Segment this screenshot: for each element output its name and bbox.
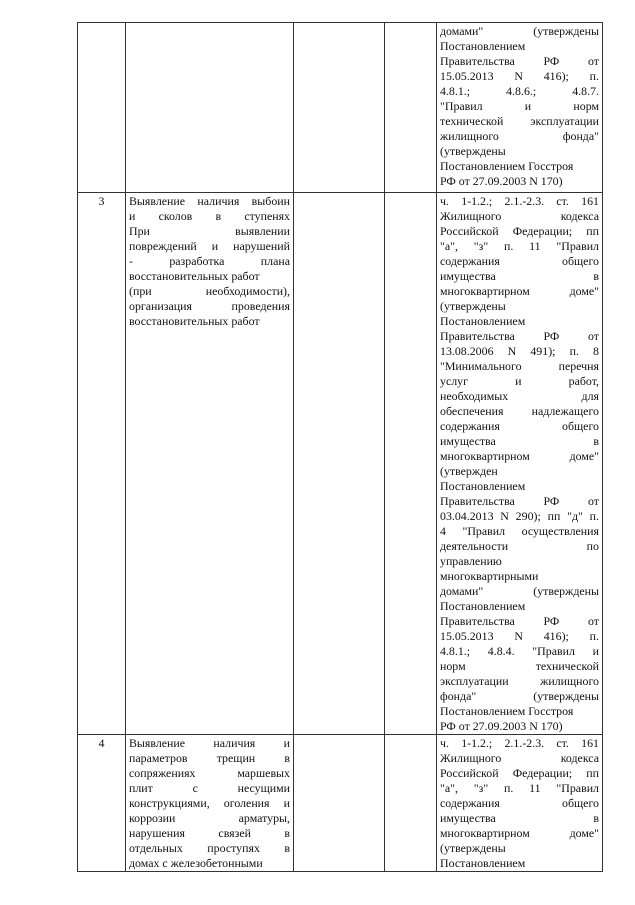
- legal-basis-line: (утверждены: [440, 299, 506, 313]
- legal-basis-line: 03.04.2013 N 290); пп "д" п.: [440, 509, 599, 523]
- legal-basis-line: Правительства РФ от: [440, 494, 599, 508]
- legal-basis-line: многоквартирном доме": [440, 826, 599, 840]
- legal-basis-line: норм технической: [440, 659, 599, 673]
- legal-basis-line: многоквартирном доме": [440, 284, 599, 298]
- legal-basis-line: Постановлением Госстроя: [440, 159, 574, 173]
- legal-basis-line: (утверждены: [440, 144, 506, 158]
- description-line: коррозии арматуры,: [129, 811, 290, 825]
- description-line: (при необходимости),: [129, 284, 290, 298]
- empty-cell: [385, 23, 437, 193]
- empty-cell: [385, 735, 437, 872]
- work-description: [126, 193, 294, 735]
- legal-basis-line: эксплуатации жилищного: [440, 674, 599, 688]
- legal-basis-line: имущества в: [440, 811, 599, 825]
- description-line: и сколов в ступенях: [129, 209, 290, 223]
- legal-basis-line: имущества в: [440, 269, 599, 283]
- row-number: 4: [78, 735, 126, 872]
- works-table: [77, 22, 603, 872]
- row-number: [78, 23, 126, 193]
- legal-basis: [437, 23, 603, 193]
- legal-basis-line: "а", "з" п. 11 "Правил: [440, 239, 599, 253]
- legal-basis-line: Постановлением: [440, 479, 526, 493]
- description-line: отдельных проступях в: [129, 841, 290, 855]
- legal-basis-line: Постановлением: [440, 314, 526, 328]
- legal-basis-line: Жилищного кодекса: [440, 209, 599, 223]
- legal-basis-line: содержания общего: [440, 419, 599, 433]
- description-line: конструкциями, оголения и: [129, 796, 290, 810]
- description-line: сопряжениях маршевых: [129, 766, 290, 780]
- description-line: нарушения связей в: [129, 826, 290, 840]
- legal-basis-line: необходимых для: [440, 389, 599, 403]
- legal-basis-line: технической эксплуатации: [440, 114, 599, 128]
- legal-basis-line: имущества в: [440, 434, 599, 448]
- legal-basis-line: РФ от 27.09.2003 N 170): [440, 174, 563, 188]
- works-table-body: [78, 23, 603, 872]
- description-line: восстановительных работ: [129, 269, 260, 283]
- legal-basis-line: (утвержден: [440, 464, 498, 478]
- legal-basis-line: ч. 1-1.2.; 2.1.-2.3. ст. 161: [440, 194, 599, 208]
- work-description: [126, 735, 294, 872]
- legal-basis: [437, 735, 603, 872]
- legal-basis-line: (утверждены: [440, 841, 506, 855]
- legal-basis-line: ч. 1-1.2.; 2.1.-2.3. ст. 161: [440, 736, 599, 750]
- table-row: [78, 23, 603, 193]
- legal-basis-line: домами" (утверждены: [440, 584, 599, 598]
- row-number: 3: [78, 193, 126, 735]
- description-line: Выявление наличия выбоин: [129, 194, 290, 208]
- work-description: [126, 23, 294, 193]
- description-line: организация проведения: [129, 299, 290, 313]
- description-line: - разработка плана: [129, 254, 290, 268]
- legal-basis-line: услуг и работ,: [440, 374, 599, 388]
- legal-basis-line: управлению: [440, 554, 502, 568]
- legal-basis-line: РФ от 27.09.2003 N 170): [440, 719, 563, 733]
- empty-cell: [294, 23, 385, 193]
- empty-cell: [294, 193, 385, 735]
- legal-basis-line: домами" (утверждены: [440, 24, 599, 38]
- description-line: параметров трещин в: [129, 751, 290, 765]
- legal-basis-line: Постановлением Госстроя: [440, 704, 574, 718]
- legal-basis-line: Постановлением: [440, 599, 526, 613]
- legal-basis-line: содержания общего: [440, 796, 599, 810]
- description-line: повреждений и нарушений: [129, 239, 290, 253]
- legal-basis-line: многоквартирными: [440, 569, 539, 583]
- legal-basis-line: 4.8.1.; 4.8.4. "Правил и: [440, 644, 599, 658]
- description-line: восстановительных работ: [129, 314, 260, 328]
- legal-basis-line: Постановлением: [440, 856, 526, 870]
- legal-basis-line: жилищного фонда": [440, 129, 599, 143]
- description-line: плит с несущими: [129, 781, 290, 795]
- legal-basis-line: деятельности по: [440, 539, 599, 553]
- legal-basis-line: 4 "Правил осуществления: [440, 524, 599, 538]
- legal-basis-line: "Минимального перечня: [440, 359, 599, 373]
- legal-basis-line: 4.8.1.; 4.8.6.; 4.8.7.: [440, 84, 599, 98]
- legal-basis-line: Постановлением: [440, 39, 526, 53]
- legal-basis: [437, 193, 603, 735]
- legal-basis-line: содержания общего: [440, 254, 599, 268]
- empty-cell: [385, 193, 437, 735]
- legal-basis-line: Правительства РФ от: [440, 54, 599, 68]
- legal-basis-line: Жилищного кодекса: [440, 751, 599, 765]
- table-row: [78, 735, 603, 872]
- legal-basis-line: 15.05.2013 N 416); п.: [440, 629, 599, 643]
- table-row: [78, 193, 603, 735]
- legal-basis-line: 13.08.2006 N 491); п. 8: [440, 344, 599, 358]
- description-line: При выявлении: [129, 224, 290, 238]
- description-line: домах с железобетонными: [129, 856, 263, 870]
- legal-basis-line: "Правил и норм: [440, 99, 599, 113]
- legal-basis-line: обеспечения надлежащего: [440, 404, 599, 418]
- description-line: Выявление наличия и: [129, 736, 290, 750]
- empty-cell: [294, 735, 385, 872]
- legal-basis-line: Правительства РФ от: [440, 329, 599, 343]
- legal-basis-line: Российской Федерации; пп: [440, 224, 599, 238]
- legal-basis-line: "а", "з" п. 11 "Правил: [440, 781, 599, 795]
- legal-basis-line: Российской Федерации; пп: [440, 766, 599, 780]
- legal-basis-line: Правительства РФ от: [440, 614, 599, 628]
- legal-basis-line: фонда" (утверждены: [440, 689, 599, 703]
- legal-basis-line: многоквартирном доме": [440, 449, 599, 463]
- legal-basis-line: 15.05.2013 N 416); п.: [440, 69, 599, 83]
